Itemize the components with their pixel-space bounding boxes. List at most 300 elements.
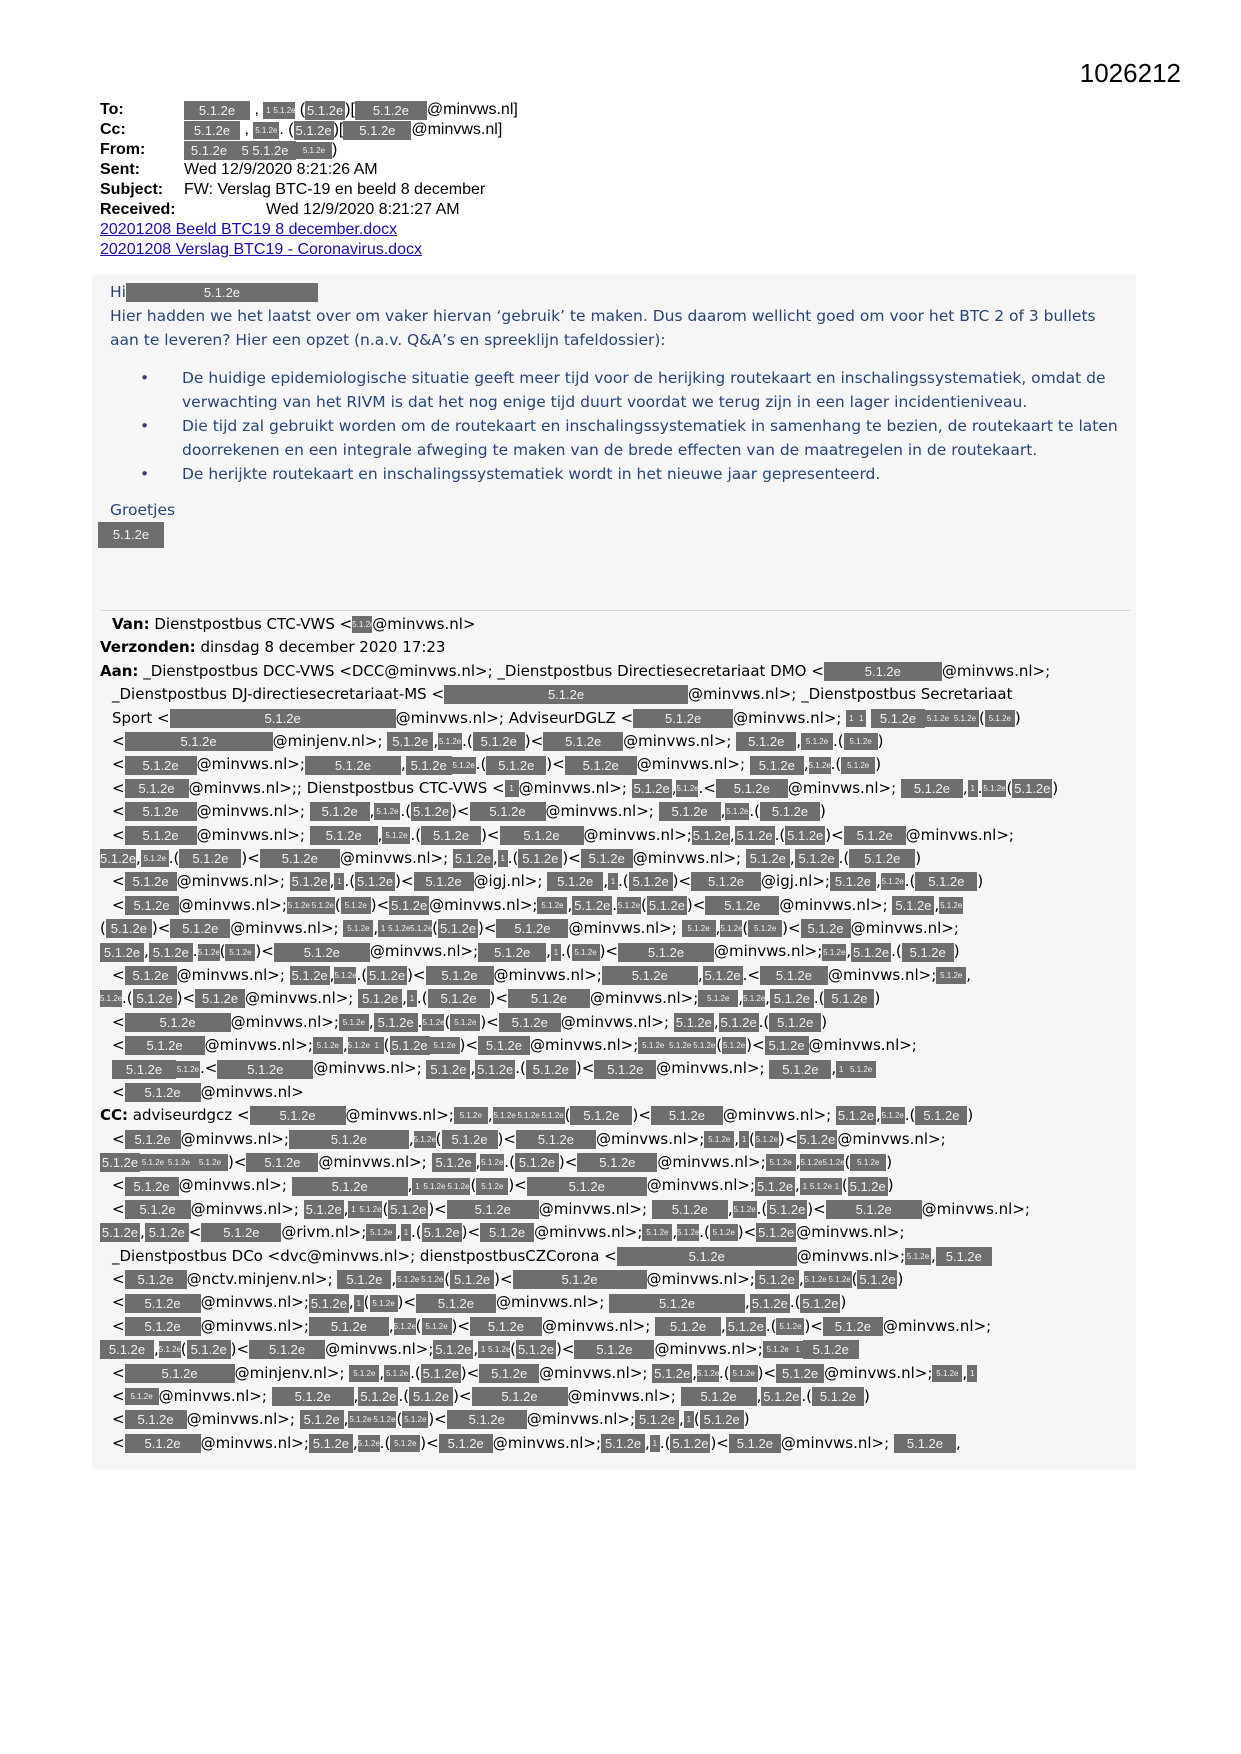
recipient-line: Sport < 5.1.2e @minvws.nl> ; AdviseurDGLZ < 5.1.2e @minvws.nl>; 1 1 5.1.2e 5.1.2e 5.1.2e ( 5.1.2e ) [112, 708, 1021, 727]
redaction: 5.1.2e [358, 1435, 380, 1452]
attachment-link-verslag[interactable]: 20201208 Verslag BTC19 - Coronavirus.docx [100, 241, 422, 258]
redaction: 5.1.2e [343, 121, 411, 140]
redaction: 5.1.2e [800, 1154, 822, 1171]
redaction: 5.1.2e [100, 943, 144, 962]
redaction: 5.1.2e [755, 1270, 799, 1289]
redaction: 5.1.2e [727, 1318, 764, 1334]
redaction: 5.1.2e [681, 1387, 757, 1406]
cc-domain: @minvws.nl] [411, 121, 503, 138]
redaction: 5.1.2e [638, 1037, 668, 1054]
redaction: 5.1.2e [369, 968, 406, 984]
redaction: 5.1.2e [159, 1341, 181, 1358]
redaction: 5.1.2e [736, 732, 796, 751]
redaction: 5.1.2e [179, 849, 241, 868]
from-label: From: [100, 141, 146, 158]
redaction: 5.1.2e [217, 1060, 313, 1079]
redaction: 1 [263, 102, 273, 119]
redaction: 5.1.2e [125, 1270, 187, 1289]
redaction: 5.1.2e [454, 1107, 488, 1124]
redaction: 5.1.2e [296, 142, 332, 159]
redaction: 5.1.2e [804, 1271, 828, 1288]
redaction: 5.1.2e [892, 896, 934, 915]
redaction: 5.1.2e [499, 1013, 561, 1032]
redaction: 5.1.2e [725, 803, 749, 820]
redaction: 5.1.2e [574, 1340, 654, 1359]
redaction: 5.1.2e [500, 826, 584, 845]
redaction: 5.1.2e [473, 732, 525, 751]
redaction: 5.1.2e [936, 1247, 992, 1266]
redaction: 5.1.2e [125, 802, 197, 821]
redaction: 5.1.2e [413, 804, 450, 820]
redaction: 5.1.2e [341, 897, 371, 914]
redaction: 5.1.2e [149, 943, 193, 962]
recipient-line: < 5.1.2e @minvws.nl>; ; Dienstpostbus CTC-VWS < 1 @minvws.nl>; 5.1.2e , 5.1.2e .< 5.1.2e @minvws.nl>; 5.1.2e , 1 . 5.1.2e ( 5.1.2e ) [112, 778, 1059, 797]
redaction: 5.1.2e [100, 851, 137, 867]
redaction: 5.1.2e [291, 968, 328, 984]
redaction: 5.1.2e [526, 1060, 576, 1079]
redaction: 5.1.2e [355, 101, 427, 120]
aan-label: Aan: [100, 661, 139, 680]
redaction: 5.1.2e [422, 1365, 459, 1381]
redaction: 5.1.2e [659, 802, 721, 821]
cc-recipient-line: < 5.1.2e @nctv.minjenv.nl>; 5.1.2e , 5.1.2e 5.1.2e ( 5.1.2e )< 5.1.2e @minvws.nl>; 5.1.2e , 5.1.2e 5.1.2e ( 5.1.2e ) [112, 1269, 904, 1288]
redaction: 5.1.2e [428, 989, 490, 1008]
redaction: 5.1.2e [309, 1434, 353, 1453]
redaction: 5.1.2e [828, 1271, 852, 1288]
signature-line [98, 522, 1120, 548]
redaction: 1 [478, 1341, 488, 1358]
redaction: 5.1.2e [339, 1014, 369, 1031]
redaction: 5.1.2e [577, 1153, 657, 1172]
redaction: 5.1.2e [349, 1365, 379, 1382]
redaction: 5.1.2e [170, 919, 230, 938]
redaction: 1 [407, 990, 417, 1007]
van-label: Van: [112, 615, 150, 633]
redaction: 5.1.2e [125, 1036, 205, 1055]
email-header [100, 100, 620, 260]
message-body [110, 280, 1120, 548]
redaction: 5.1.2e [776, 1364, 824, 1383]
cc-label: Cc: [100, 121, 126, 138]
redaction: 5.1.2e [444, 685, 688, 704]
verzonden-line: Verzonden: dinsdag 8 december 2020 17:23 [100, 636, 1140, 659]
redaction: 5.1.2e [770, 989, 814, 1008]
redaction: 1 [348, 1201, 358, 1218]
redaction: 5.1.2e [894, 1434, 956, 1453]
redaction: 5.1.2e [837, 1108, 875, 1124]
bullet-item: • Die tijd zal gebruikt worden om de routekaart en inschalingssystematiek in samenhang te bezien, de routekaart te laten doorrekenen en een integrale afweging te maken van de brede effecten van de maatregelen in de routekaart. [140, 414, 1120, 462]
redaction: 5.1.2e [352, 616, 372, 633]
redaction: 5.1.2e [763, 1389, 800, 1405]
redaction: 1 [832, 1178, 842, 1195]
redaction: 5.1.2e [642, 1224, 672, 1241]
redaction: 5.1.2e [581, 849, 633, 868]
cc-recipient-line: < 5.1.2e @minvws.nl>; 5.1.2e , 5.1.2e .( 5.1.2e )< 5.1.2e @minvws.nl>; 5.1.2e , 1 .( 5.1.2e )< 5.1.2e @minvws.nl>; 5.1.2e , [112, 1433, 961, 1452]
redaction: 5.1.2e [125, 1364, 235, 1383]
redaction: 5.1.2e [881, 1107, 905, 1124]
redaction: 5.1.2e [125, 1410, 187, 1429]
redaction: 5.1.2e [799, 1131, 836, 1147]
redaction: 5.1.2e [823, 1317, 883, 1336]
redaction: 5.1.2e [198, 944, 220, 961]
redaction: 5.1.2e [348, 1411, 372, 1428]
redaction: 5.1.2e [760, 802, 820, 821]
redaction: 5.1.2e [253, 122, 279, 139]
redaction: 1 [378, 920, 388, 937]
redaction: 5.1.2e [187, 1340, 231, 1359]
cc-recipient-line: 5.1.2e 5.1.2e 5.1.2e 5.1.2e )< 5.1.2e @minvws.nl>; 5.1.2e , 5.1.2e .( 5.1.2e )< 5.1.2e @minvws.nl>; 5.1.2e , 5.1.2e 5.1.2e ( 5.1.2e ) [101, 1152, 893, 1171]
redaction: 5.1.2e [517, 1107, 541, 1124]
redaction: 5.1.2e [486, 756, 546, 775]
received-value: Wed 12/9/2020 8:21:27 AM [266, 201, 460, 218]
cc-recipient-line: 5.1.2e , 5.1.2e < 5.1.2e @rivm.nl>; 5.1.2e , 1 .( 5.1.2e )< 5.1.2e @minvws.nl>; 5.1.2e , 5.1.2e .( 5.1.2e )< 5.1.2e @minvws.nl>; [101, 1223, 905, 1242]
cc-recipient-line: < 5.1.2e @minvws.nl>; 5.1.2e , 1 5.1.2e 5.1.2e ( 5.1.2e )< 5.1.2e @minvws.nl>; 5.1.2e , 1 5.1.2e 1 ( 5.1.2e ) [112, 1176, 894, 1195]
cc-row: Cc: 5.1.2e , 5.1.2e . ( 5.1.2e )[ 5.1.2e @minvws.nl] [100, 121, 503, 138]
redaction: 5.1.2e [145, 1223, 189, 1242]
redaction: 5.1.2e [170, 709, 396, 728]
redaction: 1 [650, 1435, 660, 1452]
redaction: 5.1.2e [394, 1318, 416, 1335]
redaction: 5.1.2e [803, 1340, 859, 1359]
redaction: 5.1.2e [902, 943, 954, 962]
redaction: 5.1.2e [601, 1434, 645, 1453]
redaction: 5.1.2e [357, 874, 394, 890]
redaction: 5.1.2e [496, 919, 568, 938]
redaction: 5.1.2e [125, 1200, 191, 1219]
redaction: 5.1.2e [430, 1037, 460, 1054]
redaction: 5.1.2e [391, 897, 428, 913]
redaction: 5.1.2e [305, 1201, 342, 1217]
redaction: 5.1.2e [720, 920, 742, 937]
redaction: 5.1.2e [730, 1365, 758, 1382]
redaction: 5.1.2e [698, 990, 738, 1007]
redaction: 5.1.2e [125, 1294, 201, 1313]
redaction: 5.1.2e [472, 1387, 568, 1406]
redaction: 5.1.2e [652, 1200, 728, 1219]
redaction: 5.1.2e [470, 1317, 542, 1336]
recipient-line: < 5.1.2e @minvws.nl>; 5.1.2e , 5.1.2e .( 5.1.2e )< 5.1.2e @minvws.nl>; 5.1.2e , 5.1.2e .( 5.1.2e ) [112, 802, 826, 821]
redaction: 1 [401, 1224, 411, 1241]
redaction: 5.1.2e [574, 897, 611, 913]
redaction: 5.1.2e [537, 897, 567, 914]
redaction: 5.1.2e [704, 1131, 734, 1148]
redaction: 1 [968, 780, 978, 797]
redaction: 5.1.2e [388, 920, 410, 937]
redaction: 1 [334, 873, 344, 890]
recipient-line: < 5.1.2e @minvws.nl>; 5.1.2e , 5.1.2e .( 5.1.2e )< 5.1.2e @minvws.nl>; 5.1.2e , 5.1.2e .( 5.1.2e )< 5.1.2e @minvws.nl>; [112, 825, 1014, 844]
cc-recipient-line: _Dienstpostbus DCo <dvc@minvws.nl>; dienstpostbusCZCorona < 5.1.2e @minvws.nl>; 5.1.2e , 5.1.2e [100, 1245, 1140, 1268]
redaction: 5.1.2e [447, 1410, 527, 1429]
cc-recipient-line: < 5.1.2e @minvws.nl>; 5.1.2e , 1 5.1.2e ( 5.1.2e )< 5.1.2e @minvws.nl>; 5.1.2e , 5.1.2e .( 5.1.2e )< 5.1.2e @minvws.nl>; [112, 1199, 1030, 1218]
redaction: 5.1.2e [925, 710, 951, 727]
redaction: 5.1.2e [435, 1342, 472, 1358]
redaction: 1 [412, 1178, 422, 1195]
redaction: 5.1.2e [618, 943, 714, 962]
redaction: 5.1.2e [125, 1317, 201, 1336]
redaction: 1 [846, 710, 856, 727]
bullet-item: • De huidige epidemiologische situatie geeft meer tijd voor de herijking routekaart en inschalingssystematiek, omdat de verwachting van het RIVM is dat het nog enige tijd duurt voordat we terug zijn in een lager incidentieniveau. [140, 366, 1120, 414]
redaction: 5.1.2e [184, 141, 234, 160]
redaction: 1 [856, 710, 866, 727]
redaction: 5.1.2e [125, 826, 197, 845]
redaction: 5.1.2e [850, 1154, 886, 1171]
redaction: 5.1.2e [100, 990, 122, 1007]
redaction: 5.1.2e [101, 1225, 139, 1241]
redaction: 5.1.2e [710, 1224, 738, 1241]
redaction: 5.1.2e [853, 944, 890, 960]
redaction: 5.1.2e [633, 709, 733, 728]
redaction: 5.1.2e [446, 1178, 470, 1195]
recipient-line: < 5.1.2e @minvws.nl>; 5.1.2e , 5.1.2e .( 5.1.2e )< 5.1.2e @minvws.nl>; 5.1.2e , 5.1.2e .< 5.1.2e @minvws.nl>; 5.1.2e , [112, 965, 972, 984]
redaction: 5.1.2e [617, 897, 641, 914]
redaction: 5.1.2e [692, 1037, 716, 1054]
redaction: 5.1.2e [654, 1365, 691, 1381]
redaction: 5.1.2e [442, 1130, 498, 1149]
redaction: 5.1.2e [508, 989, 590, 1008]
redaction: 5.1.2e [513, 1270, 647, 1289]
redaction: 5.1.2e [414, 1131, 436, 1148]
redaction: 5.1.2e [746, 849, 790, 868]
redaction: 5.1.2e [439, 921, 477, 937]
redaction: 5.1.2e [387, 732, 433, 751]
redaction: 5.1.2e [705, 896, 779, 915]
to-label: To: [100, 101, 124, 118]
redaction: 5.1.2e [812, 1387, 864, 1406]
redaction: 5.1.2e [366, 1224, 396, 1241]
redaction: 5.1.2e [390, 1435, 420, 1452]
redaction: 1 [793, 1341, 803, 1358]
redaction: 5.1.2e [390, 1201, 427, 1217]
redaction: 1 [551, 944, 561, 961]
redaction: 5.1.2e [125, 756, 197, 775]
redaction: 5.1.2e [141, 850, 169, 867]
redaction: 5.1.2e [423, 1225, 460, 1241]
aan-line: Aan: _Dienstpostbus DCC-VWS <DCC@minvws.nl>; _Dienstpostbus Directiesecretariaat DMO < 5.1.2e @minvws.nl>; [100, 660, 1140, 683]
redaction: 5.1.2e [692, 827, 729, 843]
redaction: 5.1.2e [572, 944, 600, 961]
recipient-line: < 5.1.2e @minjenv.nl>; 5.1.2e , 5.1.2e .( 5.1.2e )< 5.1.2e @minvws.nl>; 5.1.2e , 5.1.2e .( 5.1.2e ) [112, 731, 884, 750]
redaction: 5.1.2e [372, 1411, 396, 1428]
redaction: 5.1.2e [801, 919, 851, 938]
recipient-line: _Dienstpostbus DJ-directiesecretariaat-MS < 5.1.2e @minvws.nl> ; _Dienstpostbus Secretariaat [112, 685, 1013, 704]
redaction: 5.1.2e [488, 1341, 510, 1358]
verzonden-label: Verzonden: [100, 638, 196, 657]
redaction: 5.1.2e [125, 779, 189, 798]
redaction: 5.1.2e [824, 989, 874, 1008]
redaction: 5.1.2e [313, 1037, 343, 1054]
redaction: 5.1.2e [515, 1153, 559, 1172]
recipient-line: < 5.1.2e @minvws.nl>; 5.1.2e , 5.1.2e 5.1.2e .( 5.1.2e )< 5.1.2e @minvws.nl>; 5.1.2e , 5.1.2e .( 5.1.2e ) [112, 755, 882, 774]
redaction: 5.1.2e [682, 920, 716, 937]
redaction: 5.1.2e [291, 874, 328, 890]
redaction: 5.1.2e [769, 1013, 821, 1032]
redaction: 5.1.2e [416, 1294, 496, 1313]
redaction: 5.1.2e [736, 827, 773, 843]
redaction: 5.1.2e [516, 1130, 596, 1149]
redaction: 5.1.2e [310, 1295, 347, 1311]
redaction: 5.1.2e [420, 1271, 444, 1288]
redaction: 5.1.2e [384, 1365, 410, 1382]
redaction: 5.1.2e [697, 1365, 719, 1382]
redaction: 5.1.2e [272, 1387, 354, 1406]
redaction: 5.1.2e [477, 1061, 514, 1077]
redaction: 5.1.2e [225, 944, 255, 961]
redaction: 5.1.2e [289, 1130, 409, 1149]
redaction: 5.1.2e [422, 1014, 444, 1031]
recipient-line: 5.1.2e 5.1.2e .< 5.1.2e @minvws.nl>; 5.1.2e , 5.1.2e .( 5.1.2e )< 5.1.2e @minvws.nl>; 5.1.2e , 1 5.1.2e [100, 1057, 1140, 1080]
redaction: 5.1.2e [844, 733, 878, 750]
redaction: 5.1.2e [184, 121, 240, 140]
redaction: 5.1.2e [722, 1037, 746, 1054]
redaction: 5.1.2e [1014, 780, 1051, 796]
redaction: 5.1.2e [750, 756, 804, 775]
redaction: 5.1.2e [729, 1434, 781, 1453]
redaction: 5.1.2e [476, 1178, 508, 1195]
redaction: 5.1.2e [826, 1200, 922, 1219]
redaction: 5.1.2e [447, 1200, 539, 1219]
redaction: 5.1.2e [479, 1364, 539, 1383]
redaction: 5.1.2e [756, 1178, 794, 1194]
redaction: 5.1.2e [273, 102, 295, 119]
attachment-link-beeld[interactable]: 20201208 Beeld BTC19 8 december.docx [100, 221, 398, 238]
redaction: 5.1.2e [849, 849, 915, 868]
redaction: 5.1.2e [300, 1410, 344, 1429]
redaction: 5.1.2e [733, 1201, 757, 1218]
redaction: 5.1.2e [374, 803, 400, 820]
recipient-line: ( 5.1.2e )< 5.1.2e @minvws.nl>; 5.1.2e , 1 5.1.2e 5.1.2e ( 5.1.2e )< 5.1.2e @minvws.nl>; 5.1.2e , 5.1.2e ( 5.1.2e )< 5.1.2e @minvws.nl>; [100, 919, 959, 938]
redaction: 5.1.2e [748, 920, 782, 937]
redaction: 5.1.2e [348, 1037, 370, 1054]
greeting: Hi [110, 283, 126, 301]
redaction: 5.1.2e [422, 1178, 446, 1195]
redaction: 5.1.2e [250, 1106, 346, 1125]
recipient-line: < 5.1.2e @minvws.nl>; 5.1.2e , 5.1.2e . 5.1.2e ( 5.1.2e )< 5.1.2e @minvws.nl>; 5.1.2e , 5.1.2e .( 5.1.2e ) [112, 1012, 828, 1031]
divider [100, 610, 1130, 611]
redaction: 5.1.2e [438, 733, 462, 750]
redaction: 5.1.2e [691, 872, 761, 891]
recipient-line: 5.1.2e , 5.1.2e . 5.1.2e ( 5.1.2e )< 5.1.2e @minvws.nl>; 5.1.2e , 1 .( 5.1.2e )< 5.1.2e @minvws.nl>; 5.1.2e , 5.1.2e .( 5.1.2e ) [100, 940, 1140, 963]
redaction: 5.1.2e [802, 1295, 839, 1311]
redaction: 5.1.2e [406, 756, 452, 775]
sent-value: Wed 12/9/2020 8:21:26 AM [184, 161, 378, 178]
redaction: 5.1.2e [547, 872, 603, 891]
redaction: 5.1.2e [787, 827, 824, 843]
subject-value: FW: Verslag BTC-19 en beeld 8 december [184, 181, 486, 198]
redaction: 5.1.2e [617, 1247, 797, 1266]
redaction: 5.1.2e [454, 851, 491, 867]
to-row: To: 5.1.2e , 1 5.1.2e ( 5.1.2e )[ 5.1.2e @minvws.nl] [100, 101, 518, 118]
intro-paragraph: Hier hadden we het laatst over om vaker hiervan ‘gebruik’ te maken. Dus daarom wellicht goed om voor het BTC 2 of 3 bullets aan te leveren? Hier een opzet (n.a.v. Q&A’s en spreeklijn tafeldossier): [110, 307, 1096, 349]
recipient-line: < 5.1.2e @minvws.nl>; 5.1.2e , 5.1.2e 1 ( 5.1.2e 5.1.2e )< 5.1.2e @minvws.nl>; 5.1.2e 5.1.2e 5.1.2e ( 5.1.2e )< 5.1.2e @minvws.nl>; [112, 1036, 917, 1055]
redaction: 5.1.2e [374, 1013, 418, 1032]
redaction: 5.1.2e [101, 1155, 139, 1171]
redaction: 5.1.2e [370, 1295, 398, 1312]
bullet-icon: • [140, 465, 150, 483]
redaction: 5.1.2e [126, 283, 318, 302]
redaction: 5.1.2e [594, 1060, 656, 1079]
redaction: 5.1.2e [112, 1060, 176, 1079]
cc-recipient-line: < 5.1.2e @minvws.nl>; 5.1.2e , 5.1.2e ( 5.1.2e )< 5.1.2e @minvws.nl>; 5.1.2e , 5.1.2e .( 5.1.2e )< 5.1.2e @minvws.nl>; [112, 1316, 992, 1335]
redaction: 1 [684, 1411, 694, 1428]
redaction: 5.1.2e [769, 1201, 806, 1217]
bullet-item: • De herijkte routekaart en inschalingssystematiek wordt in het nieuwe jaar gepresenteerd. [140, 462, 1120, 486]
redaction: 5.1.2e [565, 756, 637, 775]
redaction: 5.1.2e [140, 1154, 166, 1171]
redaction: 5.1.2e [176, 1061, 200, 1078]
redaction: 5.1.2e [677, 1224, 699, 1241]
redaction: 5.1.2e [905, 1248, 931, 1265]
redaction: 5.1.2e [809, 757, 831, 774]
redaction: 1 [739, 1131, 749, 1148]
recipient-line: < 5.1.2e @minvws.nl> [112, 1082, 304, 1101]
redaction: 5.1.2e [292, 1177, 408, 1196]
redaction: 5.1.2e [125, 1388, 159, 1405]
redaction: 5.1.2e [422, 1318, 452, 1335]
bullet-list [110, 366, 1120, 486]
redaction: 5.1.2e [763, 1341, 793, 1358]
redaction: 5.1.2e [915, 872, 977, 891]
redaction: 5.1.2e [769, 1060, 831, 1079]
redaction: 5.1.2e [309, 1317, 389, 1336]
redaction: 5.1.2e [305, 756, 401, 775]
sent-row [100, 160, 620, 180]
redaction: 5.1.2e [184, 101, 250, 120]
redaction: 5.1.2e [358, 1201, 382, 1218]
redaction: 5.1.2e [676, 780, 698, 797]
redaction: 1 [498, 850, 508, 867]
redaction: 5.1.2e [470, 802, 546, 821]
redaction: 5.1.2e [668, 1037, 692, 1054]
redaction: 1 [370, 1037, 384, 1054]
redaction: 5.1.2e [260, 849, 340, 868]
redaction: 5.1.2e [841, 757, 875, 774]
redaction: 5.1.2e [849, 1178, 886, 1194]
redaction: 5.1.2e [541, 1107, 565, 1124]
redaction: 5.1.2e [602, 966, 698, 985]
received-label: Received: [100, 201, 176, 218]
redaction: 5.1.2e [801, 733, 833, 750]
original-message [100, 613, 1140, 1455]
redaction: 5.1.2e [776, 1318, 804, 1335]
redaction: 5.1.2e [570, 1106, 632, 1125]
attachments [100, 220, 620, 260]
redaction: 5.1.2e [915, 1106, 967, 1125]
redaction: 5.1.2e [426, 966, 494, 985]
redaction: 5.1.2e [635, 1410, 679, 1429]
recipient-line: 5.1.2e , 5.1.2e .( 5.1.2e )< 5.1.2e @minvws.nl>; 5.1.2e , 1 .( 5.1.2e )< 5.1.2e @minvws.nl>; 5.1.2e , 5.1.2e .( 5.1.2e ) [100, 848, 922, 867]
redaction: 5.1.2e [844, 826, 906, 845]
redaction: 5.1.2e [402, 1411, 428, 1428]
cc-line: CC: adviseurdgcz < 5.1.2e @minvws.nl>; 5.1.2e , 5.1.2e 5.1.2e 5.1.2e ( 5.1.2e )< 5.1.2e @minvws.nl>; 5.1.2e , 5.1.2e .( 5.1.2e ) [100, 1104, 1140, 1127]
redaction: 5.1.2e [810, 1178, 832, 1195]
redaction: 5.1.2e [480, 1223, 534, 1242]
cc-recipient-line: 5.1.2e , 5.1.2e ( 5.1.2e )< 5.1.2e @minvws.nl>; 5.1.2e , 1 5.1.2e ( 5.1.2e )< 5.1.2e @minvws.nl>; 5.1.2e 1 5.1.2e [100, 1338, 1140, 1361]
redaction: 5.1.2e [409, 1387, 453, 1406]
redaction: 5.1.2e [125, 1130, 181, 1149]
redaction: 5.1.2e [901, 779, 963, 798]
recipient-line: < 5.1.2e @minvws.nl>; 5.1.2e 5.1.2e ( 5.1.2e )< 5.1.2e @minvws.nl>; 5.1.2e , 5.1.2e . 5.1.2e ( 5.1.2e )< 5.1.2e @minvws.nl>; 5.1.2e , 5.1.2e [112, 895, 963, 914]
redaction: 5.1.2e [450, 1014, 480, 1031]
redaction: 5.1.2e [824, 662, 942, 681]
redaction: 5.1.2e [287, 897, 311, 914]
redaction: 5.1.2e [166, 1154, 192, 1171]
redaction: 5.1.2e [360, 1389, 397, 1405]
redaction: 5.1.2e [720, 1014, 757, 1030]
redaction: 5.1.2e [871, 709, 925, 728]
redaction: 5.1.2e [609, 1294, 745, 1313]
closing: Groetjes [110, 501, 176, 519]
van-line: Van: Dienstpostbus CTC-VWS < 5.1.2e @minvws.nl> [100, 613, 1140, 636]
